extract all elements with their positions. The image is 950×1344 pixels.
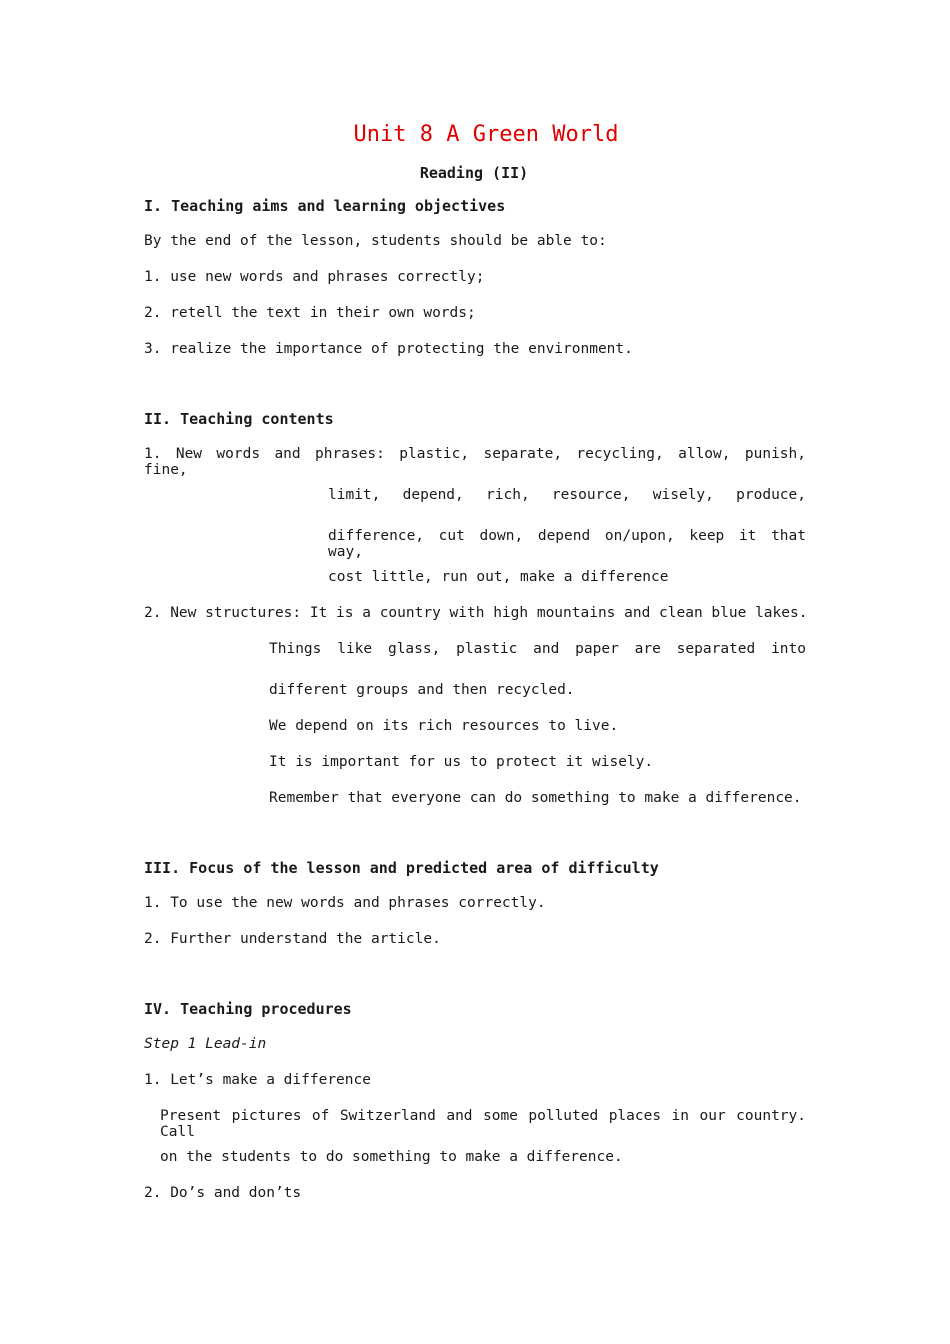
structures-line: It is important for us to protect it wisely. — [269, 754, 654, 770]
section-1-intro: By the end of the lesson, students should be able to: — [144, 233, 607, 249]
procedure-text: Present pictures of Switzerland and some polluted places in our country. Call — [160, 1108, 806, 1140]
words-line: difference, cut down, depend on/upon, keep it that way, — [328, 528, 806, 560]
focus-item: 2. Further understand the article. — [144, 931, 441, 947]
structures-line: Things like glass, plastic and paper are separated into — [269, 641, 806, 657]
section-2-heading: II. Teaching contents — [144, 410, 334, 428]
structures-line: Remember that everyone can do something to make a difference. — [269, 790, 802, 806]
words-line: cost little, run out, make a difference — [328, 569, 669, 585]
structures-line: different groups and then recycled. — [269, 682, 575, 698]
objective-item: 3. realize the importance of protecting the environment. — [144, 341, 633, 357]
objective-item: 1. use new words and phrases correctly; — [144, 269, 485, 285]
procedure-item: 1. Let’s make a difference — [144, 1072, 371, 1088]
objective-item: 2. retell the text in their own words; — [144, 305, 476, 321]
section-3-heading: III. Focus of the lesson and predicted area of difficulty — [144, 859, 659, 877]
structures-line: We depend on its rich resources to live. — [269, 718, 619, 734]
section-1-heading: I. Teaching aims and learning objectives — [144, 197, 506, 215]
procedure-item: 2. Do’s and don’ts — [144, 1185, 302, 1201]
structures-line: 2. New structures: It is a country with high mountains and clean blue lakes. — [144, 605, 808, 621]
words-line: 1. New words and phrases: plastic, separate, recycling, allow, punish, fine, — [144, 446, 806, 478]
section-4-heading: IV. Teaching procedures — [144, 1000, 352, 1018]
words-line: limit, depend, rich, resource, wisely, produce, — [328, 487, 806, 503]
step-title: Step 1 Lead-in — [144, 1036, 267, 1052]
document-subtitle: Reading (II) — [419, 164, 529, 182]
focus-item: 1. To use the new words and phrases correctly. — [144, 895, 546, 911]
procedure-text: on the students to do something to make a difference. — [160, 1149, 623, 1165]
document-title: Unit 8 A Green World — [353, 122, 619, 147]
